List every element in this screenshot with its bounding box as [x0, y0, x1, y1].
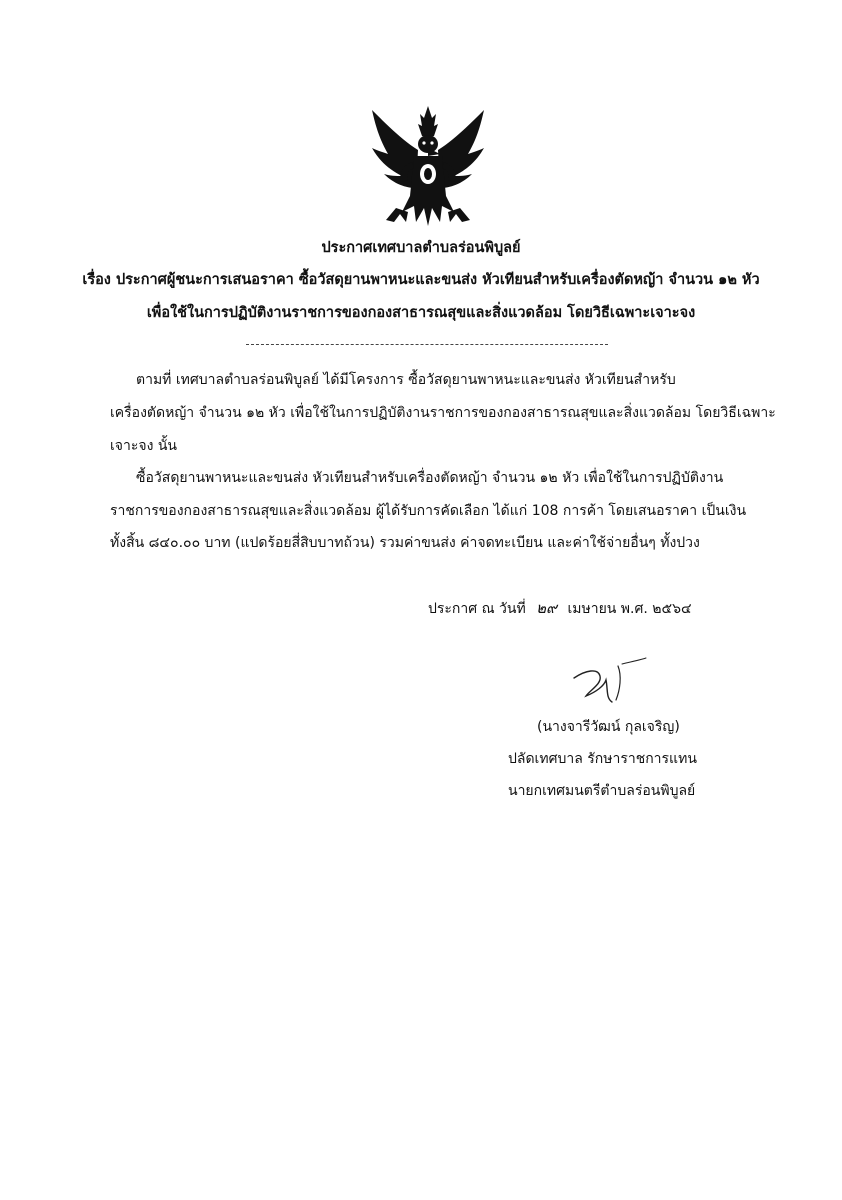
header-divider	[246, 344, 608, 345]
announcement-date	[428, 596, 692, 620]
signatory-position-2: นายกเทศมนตรีตำบลร่อนพิบูลย์	[508, 783, 696, 799]
document-subject-line-2: เพื่อใช้ในการปฏิบัติงานราชการของกองสาธารณสุขและสิ่งแวดล้อม โดยวิธีเฉพาะเจาะจง	[146, 305, 696, 321]
announcement-day: ๒๙	[536, 599, 558, 617]
paragraph-2-line-1: ซื้อวัสดุยานพาหนะและขนส่ง หัวเทียนสำหรับเครื่องตัดหญ้า จำนวน ๑๒ หัว เพื่อใช้ในการปฏิบัติงาน	[136, 470, 724, 486]
document-organization-title: ประกาศเทศบาลตำบลร่อนพิบูลย์	[321, 240, 521, 256]
paragraph-2-line-2: ราชการของกองสาธารณสุขและสิ่งแวดล้อม ผู้ได้รับการคัดเลือก ได้แก่ 108 การค้า โดยเสนอราคา เป็นเงิน	[110, 503, 747, 519]
paragraph-1-line-2: เครื่องตัดหญ้า จำนวน ๑๒ หัว เพื่อใช้ในการปฏิบัติงานราชการของกองสาธารณสุขและสิ่งแวดล้อม โดยวิธีเฉพาะ	[110, 405, 776, 421]
signatory-name: (นางจารีวัฒน์ กุลเจริญ)	[537, 719, 680, 735]
announcement-prefix: ประกาศ ณ วันที่	[428, 601, 526, 617]
announcement-month-year: เมษายน พ.ศ. ๒๕๖๔	[567, 601, 692, 617]
garuda-emblem-icon	[366, 104, 490, 232]
paragraph-1-line-3: เจาะจง นั้น	[110, 438, 177, 454]
paragraph-1-line-1: ตามที่ เทศบาลตำบลร่อนพิบูลย์ ได้มีโครงการ ซื้อวัสดุยานพาหนะและขนส่ง หัวเทียนสำหรับ	[136, 372, 676, 388]
paragraph-2-line-3: ทั้งสิ้น ๘๔๐.๐๐ บาท (แปดร้อยสี่สิบบาทถ้วน) รวมค่าขนส่ง ค่าจดทะเบียน และค่าใช้จ่ายอื่นๆ ทั้งปวง	[110, 535, 700, 551]
handwritten-signature	[560, 656, 650, 706]
document-subject-line-1: เรื่อง ประกาศผู้ชนะการเสนอราคา ซื้อวัสดุยานพาหนะและขนส่ง หัวเทียนสำหรับเครื่องตัดหญ้า จำนวน ๑๒ หัว	[82, 272, 760, 288]
signatory-position-1: ปลัดเทศบาล รักษาราชการแทน	[508, 751, 697, 767]
